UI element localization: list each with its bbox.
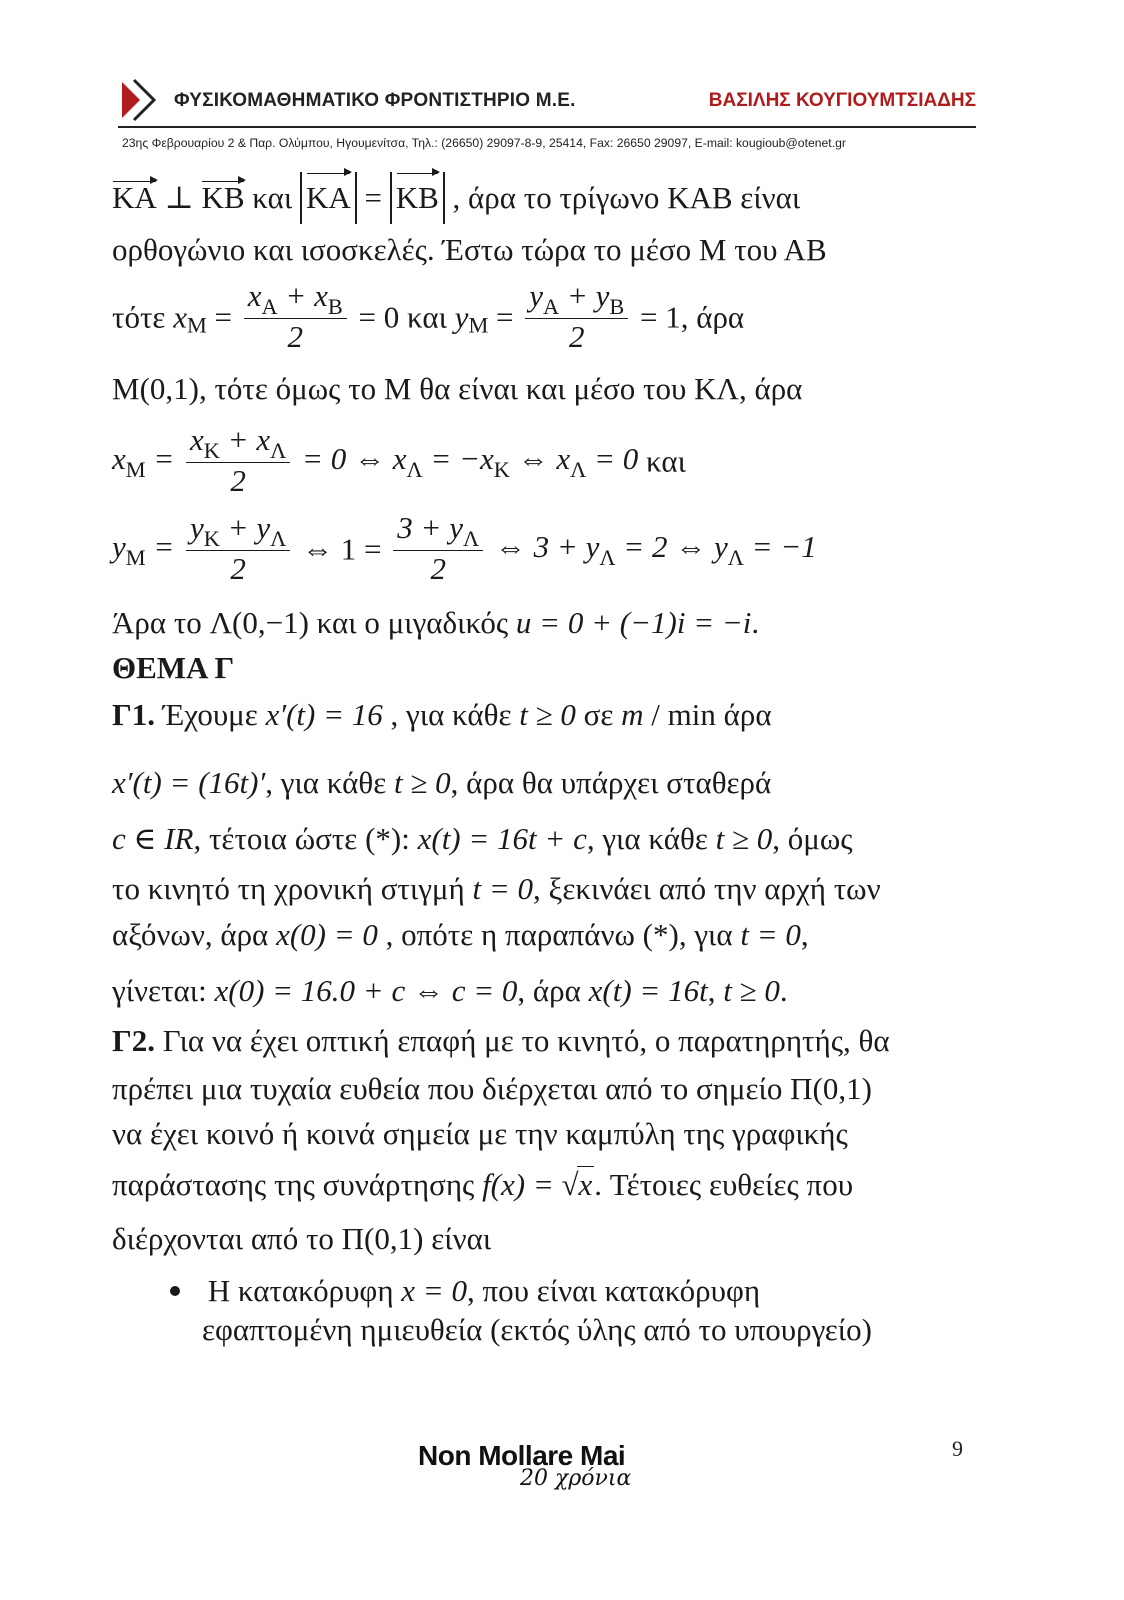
bullet-icon	[170, 1286, 180, 1296]
vector-KB: KB	[201, 180, 245, 215]
line-13: αξόνων, άρα x(0) = 0 , οπότε η παραπάνω (*), για t = 0,	[112, 916, 809, 952]
line-6: $y_M$ = $\frac{y_K + y_\Lambda}{2}$ ⇔ 1 = $\frac{3 + y_\Lambda}{2}$ ⇔ $3 + y_\Lambda = 2$ ⇔ $y_\Lambda = -1$	[112, 510, 817, 587]
line-g1: Γ1. Έχουμε x′(t) = 16 , για κάθε t ≥ 0 σε m / min άρα	[112, 696, 772, 732]
org-name: ΦΥΣΙΚΟΜΑΘΗΜΑΤΙΚΟ ΦΡΟΝΤΙΣΤΗΡΙΟ Μ.Ε.	[174, 90, 576, 111]
line-5: $x_M$ = $\frac{x_K + x_\Lambda}{2}$ = 0 ⇔ $x_\Lambda = -x_K$ ⇔ $x_\Lambda = 0$ και	[112, 422, 686, 499]
line-4: Μ(0,1), τότε όμως το Μ θα είναι και μέσο του ΚΛ, άρα	[112, 370, 803, 406]
contact-info: 23ης Φεβρουαρίου 2 & Παρ. Ολύμπου, Ηγουμενίτσα, Τηλ.: (26650) 29097-8-9, 25414, Fax: 26650 29097, E-mail: kougioub@otenet.gr	[122, 136, 846, 150]
line-7: Άρα το Λ(0,−1) και ο μιγαδικός u = 0 + (−1)i = −i.	[112, 604, 760, 640]
line-18: παράστασης της συνάρτησης f(x) = √x. Τέτοιες ευθείες που	[112, 1166, 854, 1203]
line-19: διέρχονται από το Π(0,1) είναι	[112, 1220, 492, 1256]
line-g2: Γ2. Για να έχει οπτική επαφή με το κινητό, ο παρατηρητής, θα	[112, 1022, 890, 1058]
logo-arrow-icon	[118, 78, 162, 122]
footer-brand: Non Mollare Mai	[418, 1440, 626, 1471]
abs-KA: KA	[300, 172, 357, 224]
footer-years: 20 χρόνια	[520, 1466, 632, 1491]
fraction-yM: $\frac{y_A + y_B}{2}$	[525, 280, 628, 355]
line-12: το κινητό τη χρονική στιγμή t = 0, ξεκινάει από την αρχή των	[112, 870, 881, 906]
line-1: KA ⊥ KB και KA = KB , άρα το τρίγωνο ΚΑΒ είναι	[112, 172, 800, 212]
line-14: γίνεται: x(0) = 16.0 + c ⇔ c = 0, άρα x(t) = 16t, t ≥ 0.	[112, 972, 788, 1008]
abs-KB: KB	[390, 172, 445, 224]
page-number: 9	[952, 1436, 963, 1461]
line-17: να έχει κοινό ή κοινά σημεία με την καμπύλη της γραφικής	[112, 1116, 848, 1151]
vector-KA: KA	[112, 180, 157, 215]
fraction-3-yL: $\frac{3 + y_\Lambda}{2}$	[393, 512, 483, 587]
author-name: ΒΑΣΙΛΗΣ ΚΟΥΓΙΟΥΜΤΣΙΑΔΗΣ	[708, 90, 976, 111]
header-divider	[118, 126, 976, 128]
fraction-xM: $\frac{x_A + x_B}{2}$	[244, 280, 347, 355]
fraction-xK-xL: $\frac{x_K + x_\Lambda}{2}$	[186, 424, 290, 499]
line-2: ορθογώνιο και ισοσκελές. Έστω τώρα το μέσο Μ του ΑΒ	[112, 232, 827, 267]
fraction-yK-yL: $\frac{y_K + y_\Lambda}{2}$	[186, 512, 290, 587]
line-3: τότε $x_M$ = $\frac{x_A + x_B}{2}$ = 0 και $y_M$ = $\frac{y_A + y_B}{2}$ = 1, άρα	[112, 278, 745, 355]
line-16: πρέπει μια τυχαία ευθεία που διέρχεται από το σημείο Π(0,1)	[112, 1070, 872, 1106]
bullet-item-1-continued: εφαπτομένη ημιευθεία (εκτός ύλης από το υπουργείο)	[202, 1312, 872, 1347]
line-11: c ∈ IR, τέτοια ώστε (*): x(t) = 16t + c, για κάθε t ≥ 0, όμως	[112, 820, 853, 856]
section-heading-thema-g: ΘΕΜΑ Γ	[112, 650, 235, 685]
line-10: x′(t) = (16t)′, για κάθε t ≥ 0, άρα θα υπάρχει σταθερά	[112, 764, 772, 800]
bullet-item-1: Η κατακόρυφη x = 0, που είναι κατακόρυφη	[170, 1270, 760, 1310]
